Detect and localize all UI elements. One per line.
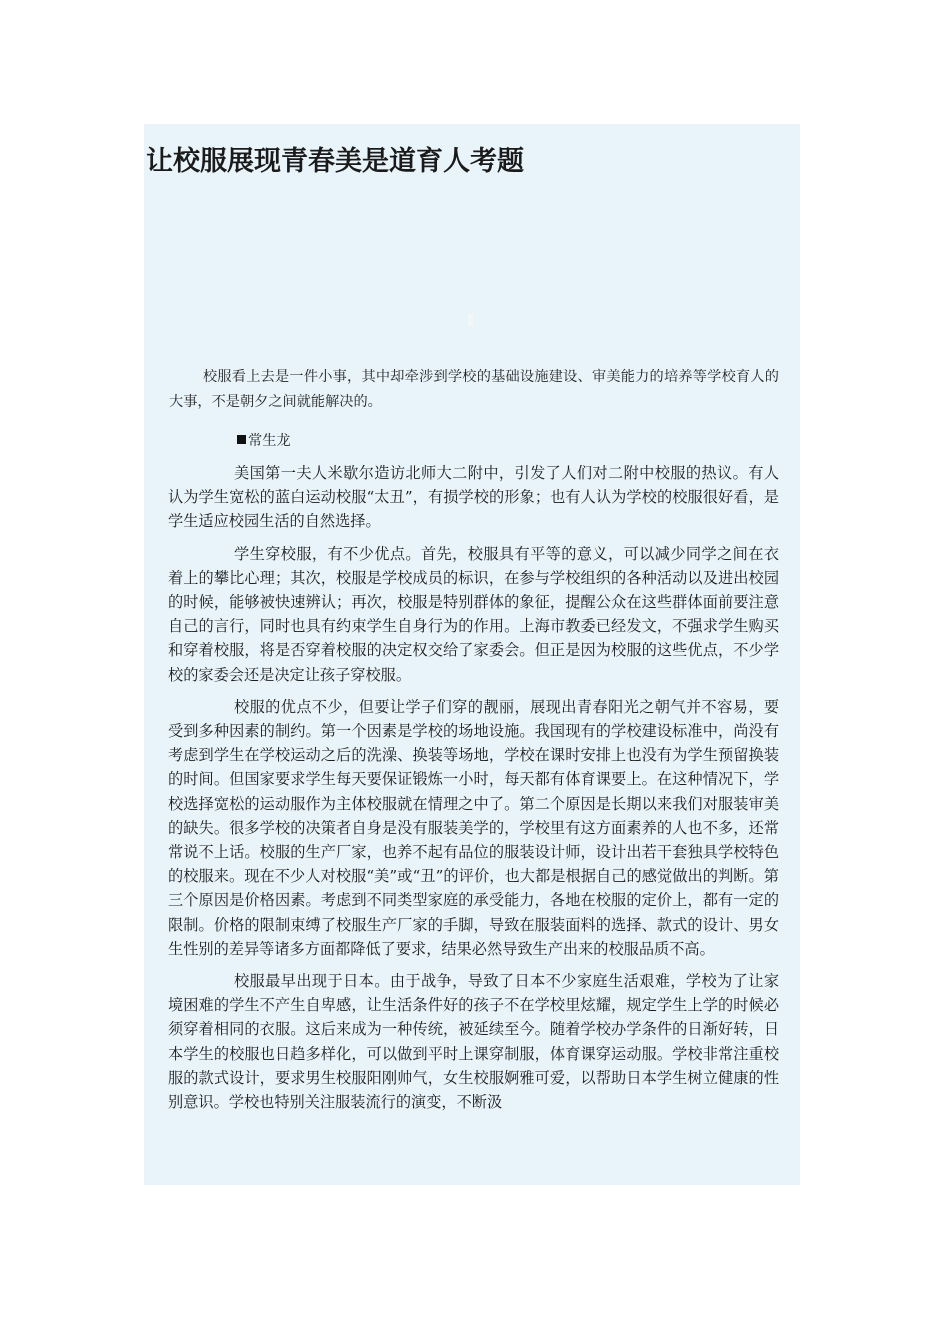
author-line — [237, 429, 291, 453]
body-paragraph: 校服的优点不少，但要让学子们穿的靓丽，展现出青春阳光之朝气并不容易，要受到多种因素的制约。第一个因素是学校的场地设施。我国现有的学校建设标准中，尚没有考虑到学生在学校运动之后的洗澡、换装等场地，学校在课时安排上也没有为学生预留换装的时间。但国家要求学生每天要保证锻炼一小时，每天都有体育课要上。在这种情况下，学校选择宽松的运动服作为主体校服就在情理之中了。第二个原因是长期以来我们对服装审美的缺失。很多学校的决策者自身是没有服装美学的，学校里有这方面素养的人也不多，还常常说不上话。校服的生产厂家，也养不起有品位的服装设计师，设计出若干套独具学校特色的校服来。现在不少人对校服“美”或“丑”的评价，也大都是根据自己的感觉做出的判断。第三个原因是价格因素。考虑到不同类型家庭的承受能力，各地在校服的定价上，都有一定的限制。价格的限制束缚了校服生产厂家的手脚，导致在服装面料的选择、款式的设计、男女生性别的差异等诸多方面都降低了要求，结果必然导致生产出来的校服品质不高。 — [168, 697, 779, 958]
article-body — [168, 461, 779, 1122]
square-bullet-icon — [237, 435, 246, 444]
body-paragraph: 学生穿校服，有不少优点。首先，校服具有平等的意义，可以减少同学之间在衣着上的攀比心理；其次，校服是学校成员的标识，在参与学校组织的各种活动以及进出校园的时候，能够被快速辨认；再次，校服是特别群体的象征，提醒公众在这些群体面前要注意自己的言行，同时也具有约束学生自身行为的作用。上海市教委已经发文，不强求学生购买和穿着校服，将是否穿着校服的决定权交给了家委会。但正是因为校服的这些优点，不少学校的家委会还是决定让孩子穿校服。 — [168, 544, 779, 684]
body-paragraph: 校服最早出现于日本。由于战争，导致了日本不少家庭生活艰难，学校为了让家境困难的学生不产生自卑感，让生活条件好的孩子不在学校里炫耀，规定学生上学的时候必须穿着相同的衣服。这后来成为一种传统，被延续至今。随着学校办学条件的日渐好转，日本学生的校服也日趋多样化，可以做到平时上课穿制服，体育课穿运动服。学校非常注重校服的款式设计，要求男生校服阳刚帅气，女生校服婀雅可爱，以帮助日本学生树立健康的性别意识。学校也特别关注服装流行的演变，不断汲 — [168, 972, 779, 1112]
article-panel — [144, 124, 800, 1185]
image-placeholder — [468, 314, 473, 326]
body-paragraph: 美国第一夫人米歇尔造访北师大二附中，引发了人们对二附中校服的热议。有人认为学生宽松的蓝白运动校服“太丑”，有损学校的形象；也有人认为学校的校服很好看，是学生适应校园生活的自然选择。 — [168, 464, 779, 531]
author-name: 常生龙 — [248, 433, 291, 449]
article-abstract: 校服看上去是一件小事，其中却牵涉到学校的基础设施建设、审美能力的培养等学校育人的大事，不是朝夕之间就能解决的。 — [169, 369, 779, 410]
page-title: 让校服展现青春美是道育人考题 — [146, 146, 524, 177]
